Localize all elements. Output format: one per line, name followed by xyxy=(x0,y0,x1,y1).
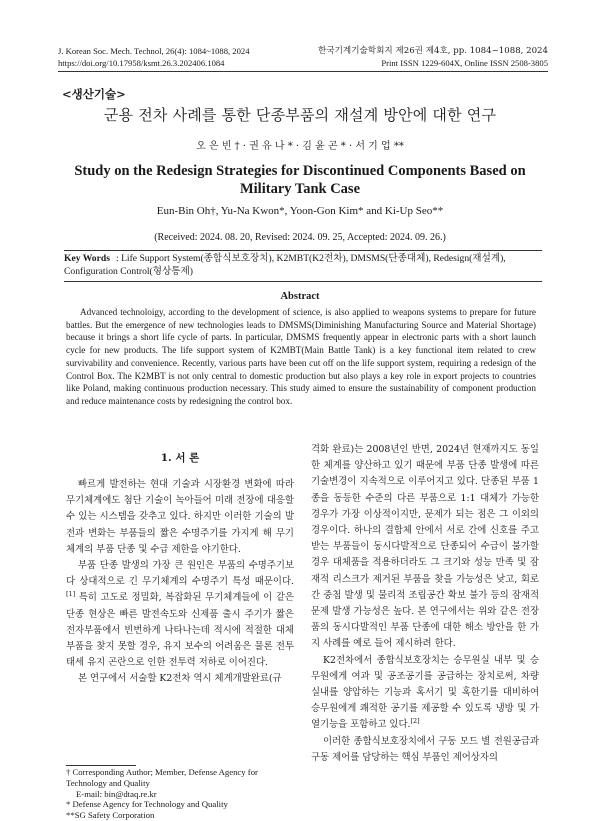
issn-info: Print ISSN 1229-604X, Online ISSN 2508-3805 xyxy=(381,58,548,68)
paragraph: 빠르게 발전하는 현대 기술과 시장환경 변화에 따라 무기체계에도 첨단 기술이 녹아들어 미래 전장에 대응할 수 있는 시스템을 갖추고 있다. 하지만 이러한 기술의 발전과 변화는 부품들의 짧은 수명주기를 가지게 해 무기체계의 부품 단종 및 수급 제한을 야기한다. xyxy=(66,479,294,555)
journal-citation: J. Korean Soc. Mech. Technol, 26(4): 1084~1088, 2024 xyxy=(58,46,250,56)
paragraph: 이러한 종합식보호장치에서 구동 모드 별 전원공급과 구동 제어를 담당하는 핵심 부품인 제어상자의 xyxy=(311,735,539,763)
footnote-corresponding: † Corresponding Author; Member, Defense Agency for Technology and Quality xyxy=(66,767,258,788)
keywords-label: Key Words xyxy=(64,253,110,264)
received-dates: (Received: 2024. 08. 20, Revised: 2024. 09. 25, Accepted: 2024. 09. 26.) xyxy=(154,232,446,243)
keywords-bottom-rule xyxy=(64,281,542,282)
authors-korean: 오 은 빈 † · 권 유 나 * · 김 윤 곤 * · 서 기 업 ** xyxy=(196,141,404,152)
citation-ref[interactable]: [2] xyxy=(410,717,420,726)
paragraph: 본 연구에서 서술할 K2전차 역시 체계개발완료(규 xyxy=(78,673,282,685)
abstract-text: Advanced technoloigy, according to the development of science, is also applied to weapons systems to prepare for future battles. But the emergence of new technologies leads to DMSMS(Diminishing Manufacturing Source and Material Shortage) because it brings a short life cycle of parts. In particular, DMSMS frequently appear in electronic parts with a short launch cycle for new products. The life support system of K2MBT(Main Battle Tank) is a key functional item related to crew survivability and convenience. Recently, various parts have been cut off on the life support system, requiring a redesign of the Control Box. The K2MBT is not only central to domestic production but also plays a key role in export projects to countries like Poland, making continuous production necessary. This study aimed to ensure the sustainability of component production and reduce maintenance costs by redesigning the control box. xyxy=(66,307,536,406)
keywords-text: : Life Support System(종합식보호장치), K2MBT(K2전차), DMSMS(단종대체), Redesign(재설계), Configuration Control(형상통제) xyxy=(64,253,506,277)
footnote-affiliation: * Defense Agency for Technology and Quality xyxy=(66,799,228,810)
paragraph-text: 특히 고도로 정밀화, 복잡화된 무기체계들에 이 같은 단종 현상은 빠른 발전속도와 신제품 출시 주기가 짧은 전자부품에서 빈번하게 나타나는데 적시에 적절한 대체 부품을 찾지 못할 경우, 유지 보수의 어려움은 물론 전투태세 유지 곤란으로 인한 전투력 저하로 이어진다. xyxy=(66,592,294,669)
paragraph xyxy=(66,558,294,671)
intro-heading: 1. 서 론 xyxy=(160,452,200,464)
citation-ref[interactable]: [1] xyxy=(66,590,76,599)
paragraph-text: 부품 단종 발생의 가장 큰 원인은 부품의 수명주기보다 상대적으로 긴 무기체계의 수명주기 특성 때문이다. xyxy=(66,560,294,588)
keywords xyxy=(64,253,542,278)
keywords-top-rule xyxy=(64,250,542,251)
header-rule xyxy=(58,71,548,72)
title-korean: 군용 전차 사례를 통한 단종부품의 재설계 방안에 대한 연구 xyxy=(103,106,497,124)
abstract-heading: Abstract xyxy=(280,291,320,302)
section-tag: <생산기술> xyxy=(62,87,126,101)
doi-link[interactable]: https://doi.org/10.17958/ksmt.26.3.202406.1084 xyxy=(58,58,225,68)
left-column xyxy=(66,477,294,688)
right-column xyxy=(311,442,539,766)
paragraph-text: K2전차에서 종합식보호장치는 승무원실 내부 및 승무원에게 여과 및 공조공기를 공급하는 장치로써, 차량 실내를 양압하는 기능과 혹서기 및 혹한기를 대비하여 승무원에게 쾌적한 공기를 제공할 수 있도록 냉방 및 가열기능을 포함하고 있다. xyxy=(311,654,539,731)
footnote-email[interactable]: E-mail: bin@dtaq.re.kr xyxy=(76,788,157,799)
journal-citation-ko: 한국기계기술학회지 제26권 제4호, pp. 1084~1088, 2024 xyxy=(318,46,548,56)
footnote-affiliation: **SG Safety Corporation xyxy=(66,810,155,821)
authors-english: Eun-Bin Oh†, Yu-Na Kwon*, Yoon-Gon Kim* and Ki-Up Seo** xyxy=(156,205,444,217)
footnotes xyxy=(66,767,296,821)
paragraph xyxy=(311,653,539,734)
paragraph: 격화 완료)는 2008년인 반면, 2024년 현재까지도 동일한 체계를 양산하고 있기 때문에 부품 단종 발생에 따른 기술변경이 지속적으로 이루어지고 있다. 단종된 부품 1종을 동등한 수준의 다른 부품으로 1:1 대체가 가능한 경우가 가장 이상적이지만, 문제가 되는 점은 그 이외의 경우이다. 하나의 결합체 안에서 서로 간에 신호를 주고받는 부품들이 동시다발적으로 단종되어 수급이 불가할 경우 대체품을 적용하더라도 그 크기와 성능 만족 및 잠재적 리스크가 제거된 부품을 찾을 가능성은 낮고, 회로 간 중첩 발생 및 물리적 조립공간 확보 불가 등의 잠재적 문제 발생 가능성은 높다. 본 연구에서는 위와 같은 전장품의 동시다발적인 부품 단종에 대한 해소 방안을 한 가지 사례를 예로 들어 제시하려 한다. xyxy=(311,444,539,650)
footnote-rule xyxy=(66,765,136,766)
title-english: Study on the Redesign Strategies for Discontinued Components Based on Military Tank Case xyxy=(74,163,526,197)
